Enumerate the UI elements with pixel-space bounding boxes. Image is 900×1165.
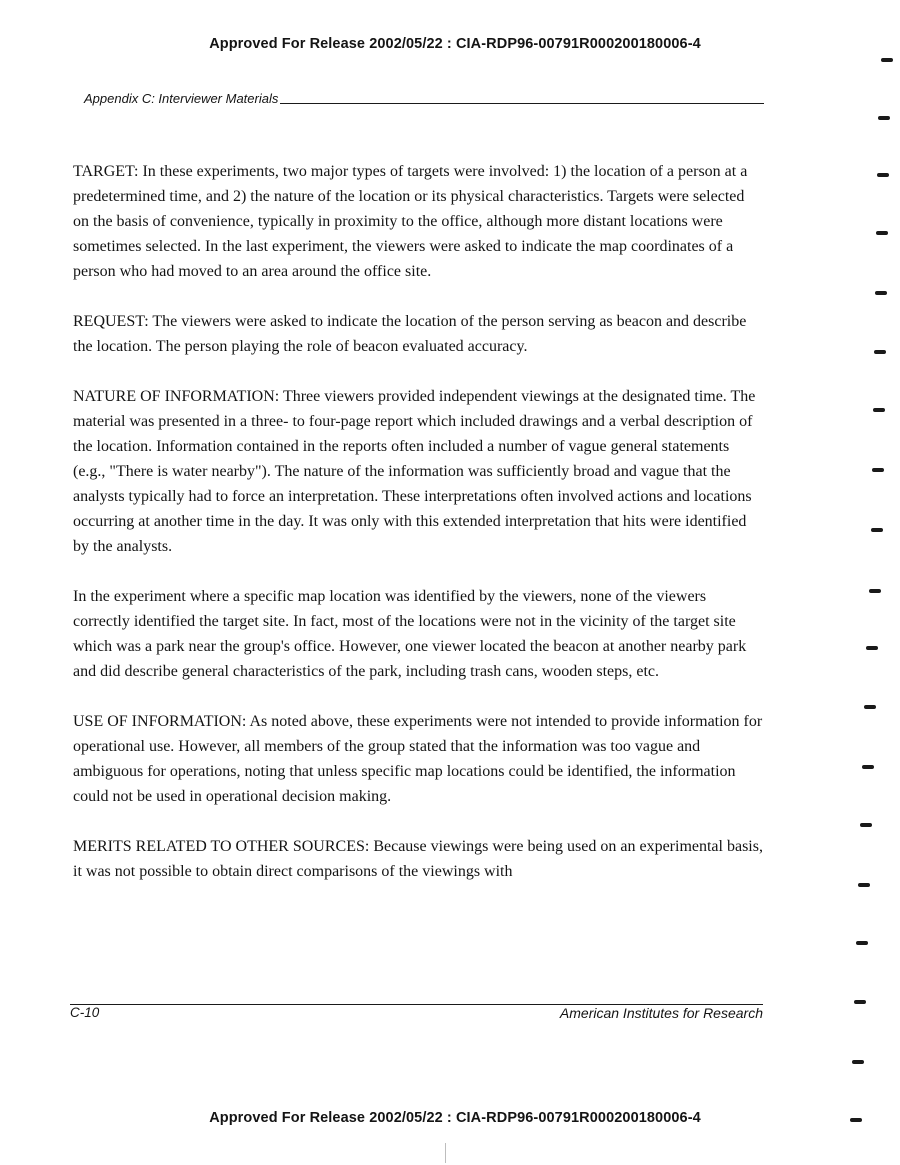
scan-edge-mark: [856, 941, 868, 945]
scan-edge-mark: [858, 883, 870, 887]
paragraph-use-of-information: USE OF INFORMATION: As noted above, these experiments were not intended to provide information for operational use. However, all members of the group stated that the information was too vague and ambiguous for operations, noting that unless specific map locations could be identified, the information could not be used in operational decision making.: [73, 713, 763, 805]
scan-edge-mark: [864, 705, 876, 709]
scan-edge-mark: [869, 589, 881, 593]
scan-fold-mark: [445, 1143, 446, 1163]
scan-edge-mark: [852, 1060, 864, 1064]
paragraph-request: REQUEST: The viewers were asked to indicate the location of the person serving as beacon and describe the location. The person playing the role of beacon evaluated accuracy.: [73, 313, 747, 355]
paragraph-merits: MERITS RELATED TO OTHER SOURCES: Because viewings were being used on an experimental basis, it was not possible to obtain direct comparisons of the viewings with: [73, 838, 763, 880]
scan-edge-mark: [850, 1118, 862, 1122]
scan-edge-mark: [875, 291, 887, 295]
scan-edge-mark: [854, 1000, 866, 1004]
scan-edge-mark: [871, 528, 883, 532]
scan-edge-mark: [860, 823, 872, 827]
scan-edge-mark: [862, 765, 874, 769]
running-header: [84, 86, 764, 106]
scan-edge-mark: [876, 231, 888, 235]
release-stamp-bottom: Approved For Release 2002/05/22 : CIA-RDP96-00791R000200180006-4: [209, 1110, 701, 1126]
header-rule: [280, 103, 764, 104]
appendix-label: Appendix C: Interviewer Materials: [84, 91, 279, 106]
page-number: C-10: [70, 1005, 100, 1020]
paragraph-target: TARGET: In these experiments, two major types of targets were involved: 1) the location of a person at a predetermined time, and 2) the nature of the location or its physical characteristics. Targets were selected on the basis of convenience, typically in proximity to the office, although more distant locations were sometimes selected. In the last experiment, the viewers were asked to indicate the map coordinates of a person who had moved to an area around the office site.: [73, 163, 748, 280]
footer-organization: American Institutes for Research: [559, 1005, 763, 1021]
scan-edge-mark: [878, 116, 890, 120]
scan-edge-mark: [866, 646, 878, 650]
release-stamp-top: Approved For Release 2002/05/22 : CIA-RDP96-00791R000200180006-4: [209, 36, 701, 52]
body-text: [73, 159, 763, 884]
scan-edge-mark: [877, 173, 889, 177]
scan-edge-mark: [881, 58, 893, 62]
paragraph-nature-of-information: NATURE OF INFORMATION: Three viewers provided independent viewings at the designated time. The material was presented in a three- to four-page report which included drawings and a verbal description of the location. Information contained in the reports often included a number of vague general statements (e.g., "There is water nearby"). The nature of the information was sufficiently broad and vague that the analysts typically had to force an interpretation. These interpretations often involved actions and locations occurring at another time in the day. It was only with this extended interpretation that hits were identified by the analysts.: [73, 388, 756, 555]
scan-edge-mark: [873, 408, 885, 412]
scan-edge-mark: [874, 350, 886, 354]
paragraph-map-experiment: In the experiment where a specific map location was identified by the viewers, none of the viewers correctly identified the target site. In fact, most of the locations were not in the vicinity of the target site which was a park near the group's office. However, one viewer located the beacon at another nearby park and did describe general characteristics of the park, including trash cans, wooden steps, etc.: [73, 588, 747, 680]
scan-edge-mark: [872, 468, 884, 472]
